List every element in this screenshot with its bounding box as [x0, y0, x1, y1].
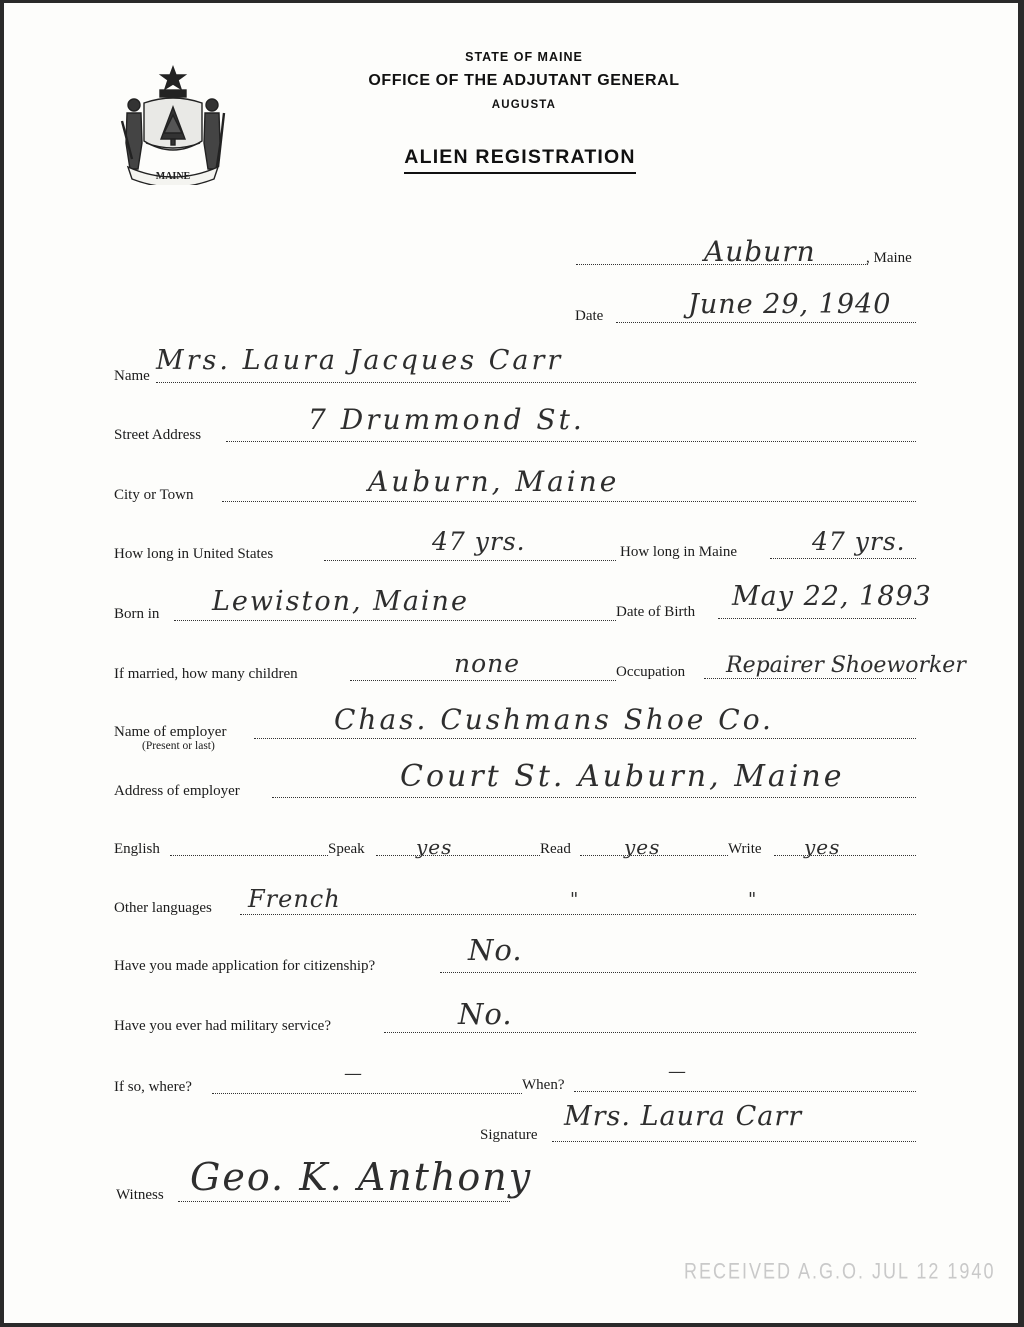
children-entry[interactable]: none — [454, 649, 521, 678]
date-entry[interactable]: June 29, 1940 — [688, 289, 892, 320]
how-long-me-entry[interactable]: 47 yrs. — [812, 527, 906, 556]
city-label: City or Town — [114, 487, 194, 503]
signature-entry[interactable]: Mrs. Laura Carr — [564, 1101, 803, 1132]
form-title-text: ALIEN REGISTRATION — [404, 146, 635, 174]
how-long-us-line — [324, 560, 616, 561]
how-long-me-label: How long in Maine — [620, 544, 738, 560]
town-entry[interactable]: Auburn — [704, 235, 816, 268]
street-entry[interactable]: 7 Drummond St. — [308, 403, 585, 436]
citizenship-entry[interactable]: No. — [468, 933, 523, 967]
office-heading: OFFICE OF THE ADJUTANT GENERAL — [368, 72, 680, 89]
when-label: When? — [522, 1077, 565, 1093]
form-title — [8, 146, 1018, 169]
other-languages-line — [240, 914, 916, 915]
street-line — [226, 441, 916, 442]
dob-line — [718, 618, 916, 619]
children-label: If married, how many children — [114, 666, 298, 682]
date-line — [616, 322, 916, 323]
where-entry[interactable]: — — [344, 1063, 363, 1084]
dob-label: Date of Birth — [616, 604, 696, 620]
city-line — [222, 501, 916, 502]
dob-entry[interactable]: May 22, 1893 — [732, 581, 932, 612]
write-entry[interactable]: yes — [804, 835, 841, 859]
english-line — [170, 855, 328, 856]
occupation-entry[interactable]: Repairer Shoeworker — [726, 653, 966, 678]
state-heading: STATE OF MAINE — [465, 50, 583, 64]
citizenship-line — [440, 972, 916, 973]
signature-label: Signature — [480, 1127, 538, 1143]
children-line — [350, 680, 616, 681]
speak-entry[interactable]: yes — [416, 835, 453, 859]
when-entry[interactable]: — — [668, 1061, 687, 1082]
how-long-us-entry[interactable]: 47 yrs. — [432, 527, 526, 556]
employer-note: (Present or last) — [142, 740, 215, 752]
how-long-us-label: How long in United States — [114, 546, 274, 562]
read-label: Read — [540, 841, 571, 857]
write-line — [774, 855, 916, 856]
employer-address-line — [272, 797, 916, 798]
when-line — [574, 1091, 916, 1092]
employer-entry[interactable]: Chas. Cushmans Shoe Co. — [334, 703, 774, 736]
seal-lettering: MAINE — [155, 171, 191, 182]
born-label: Born in — [114, 606, 160, 622]
street-label: Street Address — [114, 427, 202, 443]
employer-address-label: Address of employer — [114, 783, 240, 799]
name-label: Name — [114, 368, 150, 384]
where-label: If so, where? — [114, 1079, 192, 1095]
received-stamp: RECEIVED A.G.O. JUL 12 1940 — [684, 1258, 996, 1284]
occupation-label: Occupation — [616, 664, 686, 680]
occupation-line — [704, 678, 916, 679]
date-label: Date — [575, 308, 604, 324]
city-heading: AUGUSTA — [491, 99, 557, 111]
how-long-me-line — [770, 558, 916, 559]
where-line — [212, 1093, 522, 1094]
employer-label: Name of employer — [114, 724, 227, 740]
other-languages-label: Other languages — [114, 900, 212, 916]
born-entry[interactable]: Lewiston, Maine — [212, 586, 469, 617]
speak-label: Speak — [328, 841, 365, 857]
other-languages-entry[interactable]: French — [248, 885, 341, 913]
signature-line — [552, 1141, 916, 1142]
ditto-mark-2: " — [748, 889, 758, 910]
military-entry[interactable]: No. — [458, 997, 513, 1031]
witness-label: Witness — [116, 1187, 164, 1203]
citizenship-label: Have you made application for citizenship? — [114, 958, 376, 974]
name-entry[interactable]: Mrs. Laura Jacques Carr — [156, 345, 564, 376]
ditto-mark-1: " — [570, 889, 580, 910]
name-line — [156, 382, 916, 383]
military-line — [384, 1032, 916, 1033]
speak-line — [376, 855, 540, 856]
witness-line — [178, 1201, 510, 1202]
alien-registration-form — [4, 3, 1018, 1323]
english-label: English — [114, 841, 160, 857]
read-entry[interactable]: yes — [624, 835, 661, 859]
witness-entry[interactable]: Geo. K. Anthony — [190, 1155, 533, 1199]
born-line — [174, 620, 616, 621]
military-label: Have you ever had military service? — [114, 1018, 331, 1034]
employer-address-entry[interactable]: Court St. Auburn, Maine — [400, 759, 845, 794]
write-label: Write — [728, 841, 762, 857]
maine-label: , Maine — [866, 250, 912, 266]
employer-line — [254, 738, 916, 739]
city-entry[interactable]: Auburn, Maine — [368, 465, 620, 498]
